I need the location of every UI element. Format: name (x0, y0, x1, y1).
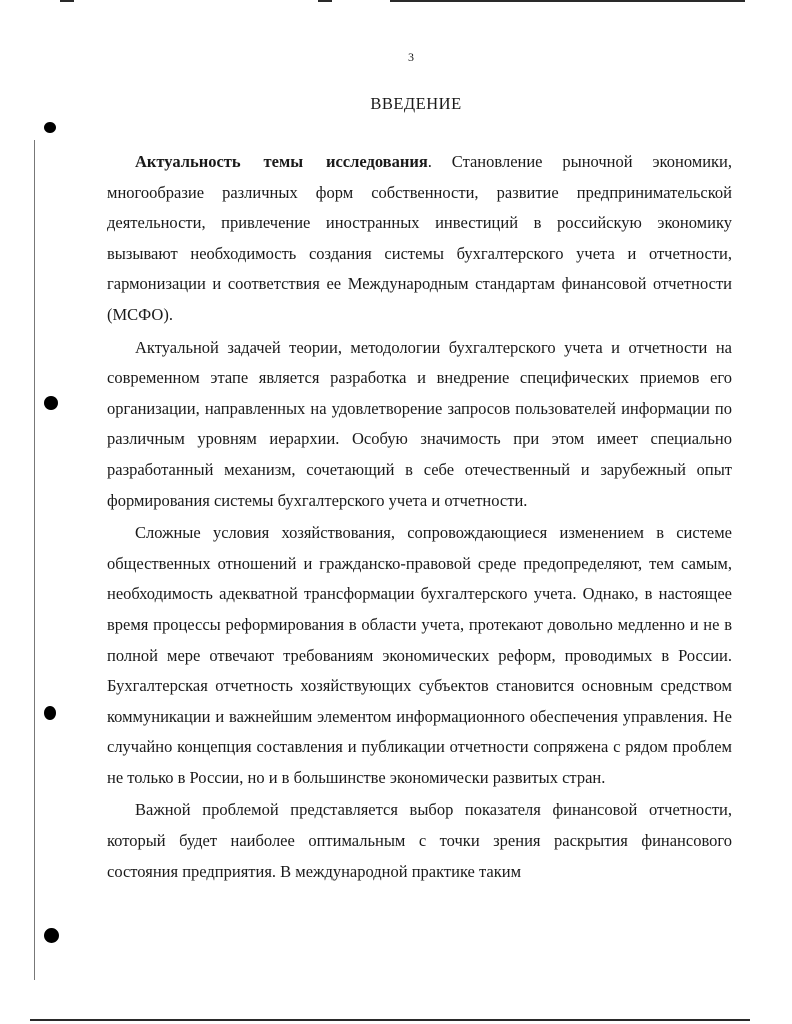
paragraph-text: Актуальной задачей теории, методологии бухгалтерского учета и отчетности на современном этапе является разработка и внедрение специфических приемов его организации, направленных на удовлетворение запросов пользователей информации по различным уровням иерархии. Особую значимость при этом имеет специально разработанный механизм, сочетающий в себе отечественный и зарубежный опыт формирования системы бухгалтерского учета и отчетности. (107, 337, 732, 510)
punch-hole-mark (44, 396, 58, 410)
scan-edge-top-left (60, 0, 74, 2)
scan-edge-top-middle (318, 0, 332, 2)
punch-hole-mark (44, 122, 56, 133)
scan-edge-top-right (390, 0, 745, 2)
punch-hole-mark (44, 928, 59, 943)
page-number: 3 (408, 50, 414, 64)
scan-margin-line (34, 140, 35, 980)
paragraph-text: Важной проблемой представляется выбор показателя финансовой отчетности, который будет наиболее оптимальным с точки зрения раскрытия финансового состояния предприятия. В международной практике таким (107, 800, 732, 881)
page-title: ВВЕДЕНИЕ (370, 94, 462, 113)
section-lead-title: Актуальность темы исследования (135, 152, 428, 171)
scan-edge-bottom (30, 1019, 750, 1021)
paragraph-relevance (107, 147, 732, 331)
punch-hole-mark (44, 706, 56, 720)
paragraph-text: . Становление рыночной экономики, многообразие различных форм собственности, развитие предпринимательской деятельности, привлечение иностранных инвестиций в российскую экономику вызывают необходимость создания системы бухгалтерского учета и отчетности, гармонизации и соответствия ее Международным стандартам финансовой отчетности (МСФО). (107, 152, 732, 324)
paragraph-text: Сложные условия хозяйствования, сопровождающиеся изменением в системе общественных отношений и гражданско-правовой среде предопределяют, тем самым, необходимость адекватной трансформации бухгалтерского учета. Однако, в настоящее время процессы реформирования в области учета, протекают довольно медленно и не в полной мере отвечают требованиям экономических реформ, проводимых в России. Бухгалтерская отчетность хозяйствующих субъектов становится основным средством коммуникации и важнейшим элементом информационного обеспечения управления. Не случайно концепция составления и публикации отчетности сопряжена с рядом проблем не только в России, но и в большинстве экономически развитых стран. (107, 523, 732, 787)
document-body (107, 147, 732, 889)
